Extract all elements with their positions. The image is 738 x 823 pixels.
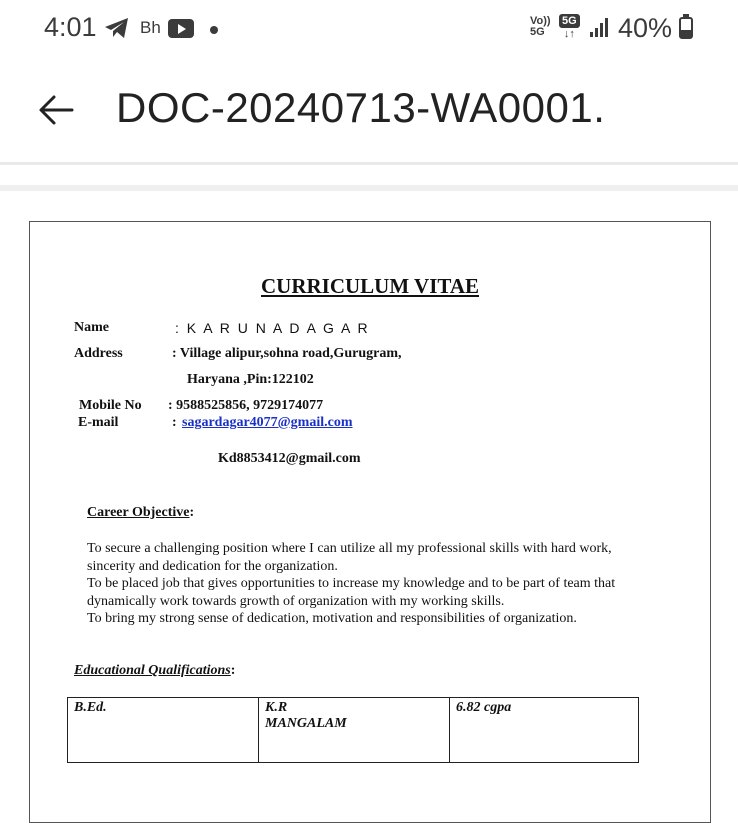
table-cell-score: 6.82 cgpa xyxy=(450,698,639,763)
career-line: To be placed job that gives opportunities to increase my knowledge and to be part of team that xyxy=(87,576,616,591)
education-heading-colon: : xyxy=(230,663,236,678)
education-heading xyxy=(74,663,235,679)
youtube-icon xyxy=(168,19,194,38)
battery-level-fill xyxy=(681,30,691,37)
career-line: sincerity and dedication for the organization. xyxy=(87,558,338,574)
app-bar xyxy=(0,60,738,162)
signal-strength-icon xyxy=(590,18,610,38)
battery-percentage: 40% xyxy=(618,13,673,43)
mobile-label: Mobile No xyxy=(79,398,142,413)
more-notifications-dot-icon xyxy=(210,26,218,34)
email-secondary: Kd8853412@gmail.com xyxy=(218,451,361,466)
table-cell-degree: B.Ed. xyxy=(68,698,259,763)
career-objective-heading xyxy=(87,505,194,521)
header-divider xyxy=(0,162,738,165)
document-title: DOC-20240713-WA0001. xyxy=(116,84,606,131)
institution-line2: MANGALAM xyxy=(265,716,347,731)
mobile-value: : 9588525856, 9729174077 xyxy=(168,398,324,413)
network-type-label: 5G xyxy=(559,14,580,28)
telegram-icon xyxy=(104,17,130,39)
career-objective-heading-text: Career Objective xyxy=(87,505,190,520)
career-objective-colon: : xyxy=(189,505,195,520)
address-line1: : Village alipur,sohna road,Gurugram, xyxy=(172,346,402,361)
name-label: Name xyxy=(74,320,109,335)
bh-notification-icon: Bh xyxy=(140,18,161,37)
status-bar xyxy=(0,0,738,60)
document-page[interactable] xyxy=(29,221,711,823)
email-label: E-mail xyxy=(78,415,119,430)
career-line: dynamically work towards growth of organization with my working skills. xyxy=(87,593,505,609)
cv-title-text: CURRICULUM VITAE xyxy=(261,274,479,298)
institution-line1: K.R xyxy=(265,700,288,715)
battery-icon xyxy=(679,17,693,39)
back-arrow-icon[interactable] xyxy=(36,90,76,130)
name-value: : K A R U N A D A G A R xyxy=(175,320,370,336)
status-time: 4:01 xyxy=(44,12,97,42)
table-row xyxy=(68,698,639,763)
email-colon: : xyxy=(172,415,177,430)
volte-top-label: Vo)) xyxy=(530,15,551,27)
cv-title xyxy=(30,274,710,299)
volte-bottom-label: 5G xyxy=(530,26,545,38)
career-objective-text xyxy=(87,540,667,628)
volte-indicator xyxy=(530,16,551,38)
education-table xyxy=(67,697,639,763)
table-cell-institution xyxy=(259,698,450,763)
toolbar-divider xyxy=(0,185,738,191)
network-type-indicator xyxy=(559,14,580,40)
career-line: To bring my strong sense of dedication, motivation and responsibilities of organization. xyxy=(87,611,577,626)
email-link[interactable]: sagardagar4077@gmail.com xyxy=(182,415,353,430)
career-line: To secure a challenging position where I can utilize all my professional skills with hard work, xyxy=(87,541,612,556)
address-line2: Haryana ,Pin:122102 xyxy=(187,372,314,387)
address-label: Address xyxy=(74,346,123,361)
education-heading-text: Educational Qualifications xyxy=(74,663,231,678)
data-arrows-icon: ↓↑ xyxy=(563,28,575,40)
